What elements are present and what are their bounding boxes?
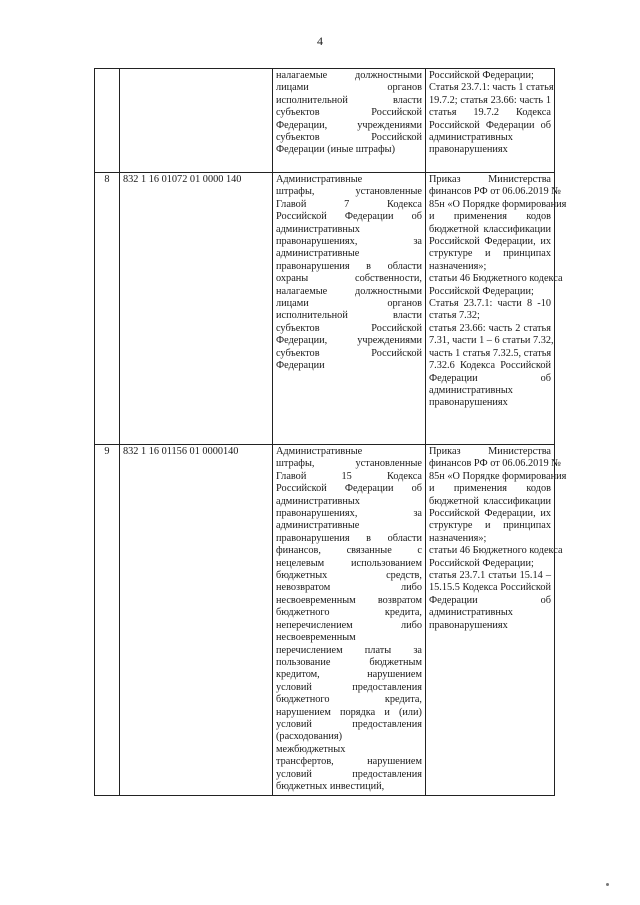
legal-basis-line: правонарушениях: [429, 619, 508, 631]
legal-basis-line: и применения кодов: [429, 483, 551, 495]
description-line: Федерации, учреждениями: [276, 119, 422, 131]
legal-basis-line: Российской Федерации, их: [429, 236, 551, 248]
page-number: 4: [317, 34, 323, 48]
description-cell: [273, 69, 426, 173]
legal-basis-line: структуре и принципах: [429, 248, 551, 260]
description-line: охраны собственности,: [276, 273, 422, 285]
legal-basis-line: Приказ Министерства: [429, 174, 551, 185]
legal-basis-line: Российской Федерации об: [429, 119, 551, 131]
description-line: нарушением порядка и (или): [276, 706, 422, 718]
description-line: финансов, связанные с: [276, 545, 422, 557]
description-line: Административные: [276, 446, 363, 457]
table-row: [95, 173, 555, 445]
description-line: Административные: [276, 174, 363, 185]
description-line: несвоевременным: [276, 632, 356, 644]
legal-basis-line: Российской Федерации;: [429, 285, 534, 297]
description-line: административные: [276, 520, 360, 532]
legal-basis-line: назначения»;: [429, 532, 487, 544]
legal-basis-line: Статья 23.7.1: части 8 -10: [429, 298, 551, 310]
legal-basis-line: бюджетной классификации: [429, 223, 551, 235]
legal-basis-line: статья 19.7.2 Кодекса: [429, 107, 551, 119]
description-line: административных: [276, 495, 360, 507]
description-cell: [273, 445, 426, 796]
description-line: субъектов Российской: [276, 132, 422, 144]
legal-basis-line: 7.31, части 1 – 6 статьи 7.32,: [429, 335, 554, 347]
legal-basis-line: правонарушениях: [429, 397, 508, 409]
table-row: [95, 69, 555, 173]
description-line: условий предоставления: [276, 718, 422, 730]
legal-basis-line: 85н «О Порядке формирования: [429, 470, 567, 482]
legal-basis-line: административных: [429, 607, 513, 619]
revenue-codes-table: [94, 68, 567, 796]
legal-basis-cell: [426, 445, 567, 796]
legal-basis-line: Федерации об: [429, 372, 551, 384]
description-line: правонарушения в области: [276, 532, 422, 544]
legal-basis-line: статья 7.32;: [429, 310, 480, 322]
legal-basis-line: административных: [429, 384, 513, 396]
legal-basis-line: Российской Федерации;: [429, 557, 534, 569]
budget-code-cell: [120, 69, 273, 173]
legal-basis-line: структуре и принципах: [429, 520, 551, 532]
description-line: исполнительной власти: [276, 310, 422, 322]
description-line: административные: [276, 248, 360, 260]
description-line: субъектов Российской: [276, 322, 422, 334]
description-line: правонарушениях, за: [276, 236, 422, 248]
scan-speck: [606, 883, 609, 886]
description-line: субъектов Российской: [276, 107, 422, 119]
description-line: бюджетного кредита,: [276, 694, 422, 706]
legal-basis-line: Федерации об: [429, 594, 551, 606]
budget-code-cell: 832 1 16 01072 01 0000 140: [120, 173, 273, 445]
legal-basis-line: Российской Федерации, их: [429, 508, 551, 520]
legal-basis-line: статьи 46 Бюджетного кодекса: [429, 545, 563, 557]
legal-basis-line: правонарушениях: [429, 144, 508, 156]
description-cell: [273, 173, 426, 445]
legal-basis-line: финансов РФ от 06.06.2019 №: [429, 458, 562, 470]
legal-basis-cell: [426, 173, 567, 445]
description-line: правонарушениях, за: [276, 508, 422, 520]
description-line: бюджетных инвестиций,: [276, 780, 385, 792]
description-line: Главой 15 Кодекса: [276, 470, 422, 482]
description-line: условий предоставления: [276, 681, 422, 693]
row-number-cell: 9: [95, 445, 120, 796]
description-line: штрафы, установленные: [276, 186, 422, 198]
description-line: лицами органов: [276, 82, 422, 94]
legal-basis-line: статья 23.66: часть 2 статья: [429, 322, 551, 334]
legal-basis-line: финансов РФ от 06.06.2019 №: [429, 186, 562, 198]
description-line: налагаемые должностными: [276, 285, 422, 297]
description-line: исполнительной власти: [276, 94, 422, 106]
legal-basis-line: Российской Федерации;: [429, 70, 534, 81]
table-body: [95, 69, 567, 796]
legal-basis-line: 15.15.5 Кодекса Российской: [429, 582, 551, 594]
description-line: (расходования): [276, 731, 343, 743]
budget-code-cell: 832 1 16 01156 01 0000140: [120, 445, 273, 796]
description-line: кредитом, нарушением: [276, 669, 422, 681]
legal-basis-line: бюджетной классификации: [429, 495, 551, 507]
legal-basis-line: Статья 23.7.1: часть 1 статья: [429, 82, 554, 94]
description-line: Российской Федерации об: [276, 483, 422, 495]
description-line: бюджетных средств,: [276, 570, 422, 582]
description-line: трансфертов, нарушением: [276, 756, 422, 768]
description-line: Главой 7 Кодекса: [276, 198, 422, 210]
legal-basis-line: административных: [429, 132, 513, 144]
legal-basis-line: статья 23.7.1 статьи 15.14 –: [429, 570, 551, 582]
description-line: Федерации (иные штрафы): [276, 144, 396, 156]
description-line: лицами органов: [276, 298, 422, 310]
description-line: Российской Федерации об: [276, 211, 422, 223]
legal-basis-line: 7.32.6 Кодекса Российской: [429, 360, 551, 372]
description-line: межбюджетных: [276, 743, 346, 755]
description-line: Федерации, учреждениями: [276, 335, 422, 347]
legal-basis-line: и применения кодов: [429, 211, 551, 223]
description-line: административных: [276, 223, 360, 235]
description-line: неперечислением либо: [276, 619, 422, 631]
description-line: Федерации: [276, 360, 325, 372]
description-line: условий предоставления: [276, 768, 422, 780]
legal-basis-line: назначения»;: [429, 260, 487, 272]
description-line: бюджетного кредита,: [276, 607, 422, 619]
row-number-cell: [95, 69, 120, 173]
legal-basis-line: 19.7.2; статья 23.66: часть 1: [429, 94, 551, 106]
legal-basis-line: 85н «О Порядке формирования: [429, 198, 567, 210]
legal-basis-line: Приказ Министерства: [429, 446, 551, 457]
row-number-cell: 8: [95, 173, 120, 445]
legal-basis-line: статьи 46 Бюджетного кодекса: [429, 273, 563, 285]
table-row: [95, 445, 555, 796]
description-line: субъектов Российской: [276, 347, 422, 359]
description-line: несвоевременным возвратом: [276, 594, 422, 606]
description-line: штрафы, установленные: [276, 458, 422, 470]
description-line: нецелевым использованием: [276, 557, 422, 569]
description-line: невозвратом либо: [276, 582, 422, 594]
legal-basis-line: часть 1 статья 7.32.5, статья: [429, 347, 552, 359]
description-line: пользование бюджетным: [276, 656, 422, 668]
description-line: перечислением платы за: [276, 644, 422, 656]
legal-basis-cell: [426, 69, 555, 173]
description-line: правонарушения в области: [276, 260, 422, 272]
description-line: налагаемые должностными: [276, 70, 422, 81]
